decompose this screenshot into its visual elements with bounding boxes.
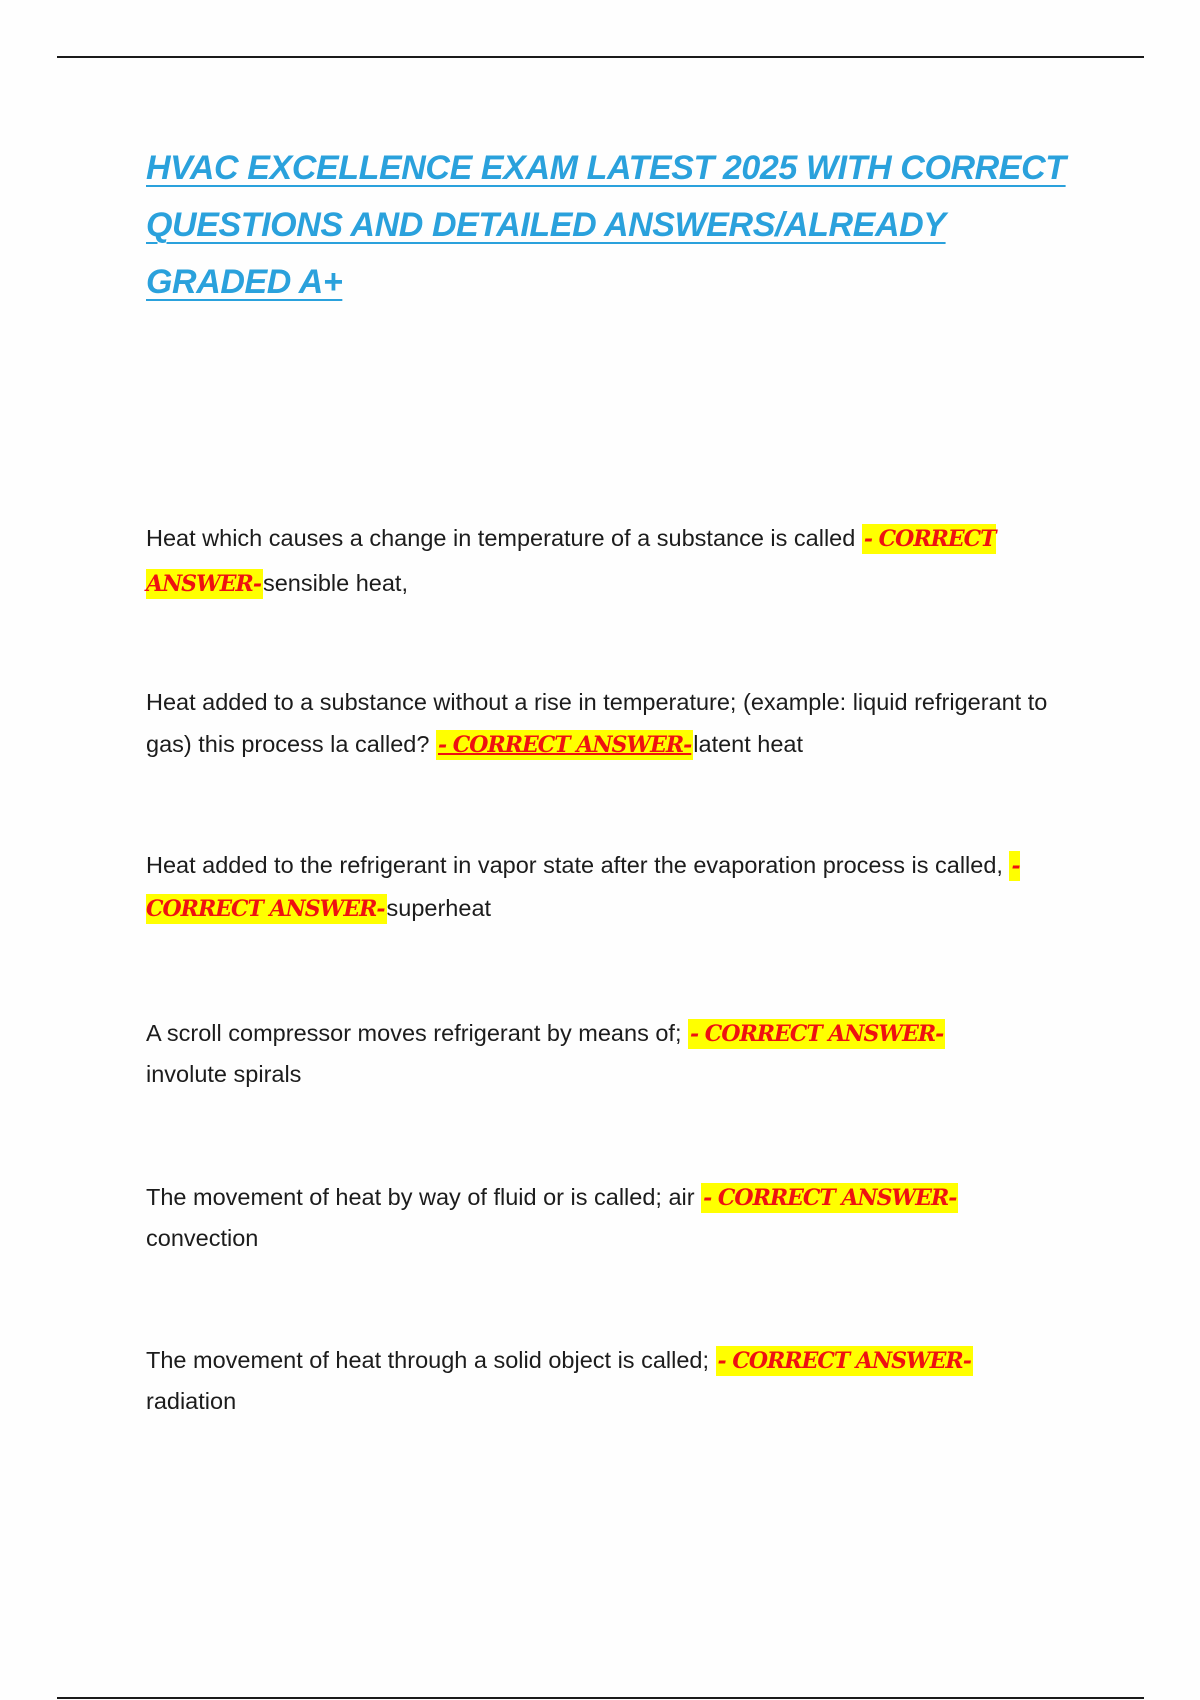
answer-text: convection <box>146 1225 259 1251</box>
correct-answer-tag: - CORRECT ANSWER- <box>690 1021 944 1047</box>
answer-text: sensible heat, <box>262 570 408 596</box>
qa-item <box>146 681 1076 766</box>
qa-item <box>146 1013 1076 1094</box>
answer-text: radiation <box>146 1388 237 1414</box>
correct-answer-tag: - CORRECT ANSWER- <box>437 732 692 758</box>
document-title: HVAC EXCELLENCE EXAM LATEST 2025 WITH CORRECT QUESTIONS AND DETAILED ANSWERS/ALREADY GRADED A+ <box>146 149 1066 301</box>
question-text: The movement of heat through a solid object is called; <box>146 1347 716 1373</box>
answer-text: latent heat <box>693 731 804 757</box>
qa-item <box>146 516 1076 606</box>
question-text: Heat added to a substance without a rise in temperature; (example: liquid refrigerant to gas) this process la called? <box>146 689 1048 757</box>
answer-text: involute spirals <box>146 1061 302 1087</box>
correct-answer-tag: - CORRECT ANSWER- <box>703 1185 957 1211</box>
question-text: A scroll compressor moves refrigerant by means of; <box>146 1020 689 1046</box>
answer-text: superheat <box>386 895 492 921</box>
qa-item <box>146 1340 1076 1421</box>
correct-answer-tag: - CORRECT ANSWER- <box>146 853 1020 922</box>
qa-item <box>146 1177 1076 1258</box>
header-rule <box>57 56 1144 58</box>
question-text: The movement of heat by way of fluid or is called; air <box>146 1184 702 1210</box>
qa-item <box>146 844 1076 930</box>
correct-answer-tag: - CORRECT ANSWER- <box>146 526 996 597</box>
question-text: Heat which causes a change in temperature of a substance is called <box>146 525 862 551</box>
question-text: Heat added to the refrigerant in vapor state after the evaporation process is called, <box>146 852 1010 878</box>
footer-rule <box>57 1697 1144 1699</box>
correct-answer-tag: - CORRECT ANSWER- <box>717 1348 971 1374</box>
